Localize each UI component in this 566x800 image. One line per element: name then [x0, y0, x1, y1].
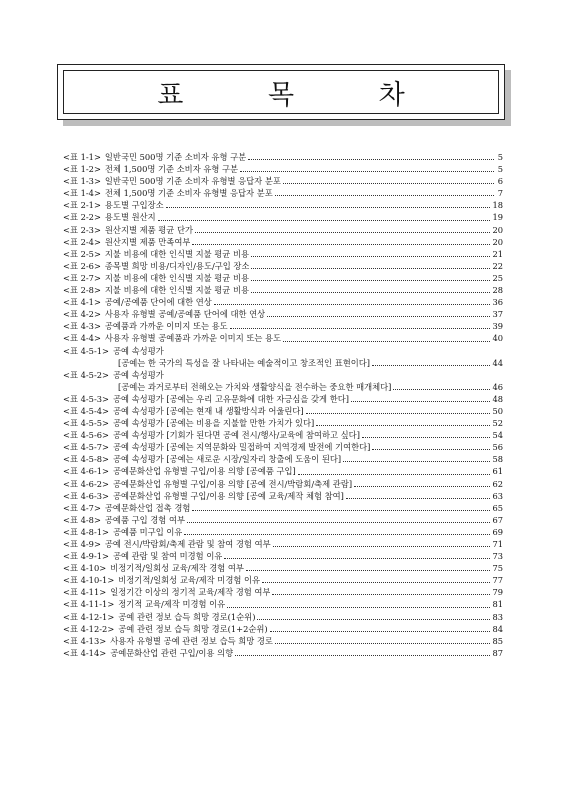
toc-entry-title: 전체 1,500명 기준 소비자 유형별 응답자 분포	[104, 188, 273, 199]
toc-entry-number: <표 4-12-2>	[63, 623, 115, 634]
toc-entry-page: 71	[492, 539, 503, 549]
dot-leader	[298, 474, 491, 475]
toc-entry-title: 공예문화산업 유형별 구입/이용 의향 [공예품 구입]	[113, 466, 296, 477]
toc-entry-title: 공예 전시/박람회/축제 관람 및 참여 경험 여부	[104, 539, 271, 549]
toc-entry-number: <표 4-5-6>	[63, 430, 109, 441]
toc-entry-title: 원산지별 제품 만족여부	[104, 236, 191, 247]
toc-entry[interactable]	[63, 199, 503, 211]
toc-entry-title: 공예 속성평가 [공예는 비용을 지불할 만한 가치가 있다]	[113, 418, 315, 429]
toc-entry-page: 19	[492, 212, 503, 223]
toc-entry-number: <표 4-9-1>	[63, 551, 109, 562]
toc-entry-title: 지불 비용에 대한 인식별 지불 평균 비용	[104, 248, 249, 259]
toc-entry-page: 39	[492, 321, 503, 332]
dot-leader	[316, 425, 490, 426]
toc-entry-title: 비정기적/일회성 교육/제작 경험 여부	[110, 563, 244, 574]
toc-entry-page: 48	[492, 393, 503, 404]
toc-entry-title: 공예품 미구입 이유	[113, 526, 183, 537]
toc-entry[interactable]	[63, 429, 503, 441]
toc-entry-number: <표 2-4>	[63, 236, 101, 247]
toc-entry[interactable]	[63, 260, 503, 272]
toc-entry-title: 공예문화산업 유형별 구입/이용 의향 [공예 교육/제작 체험 참여]	[113, 490, 344, 501]
toc-entry[interactable]	[63, 598, 503, 610]
dot-leader	[270, 631, 491, 632]
toc-entry-page: 69	[492, 526, 503, 537]
toc-entry-number: <표 2-5>	[63, 248, 101, 259]
toc-entry-page: 58	[492, 454, 503, 465]
dot-leader	[192, 510, 490, 511]
dot-leader	[283, 341, 490, 342]
toc-entry-number: <표 4-5-7>	[63, 442, 109, 453]
toc-entry-number: <표 1-4>	[63, 188, 101, 199]
toc-entry-page: 6	[497, 176, 503, 187]
toc-entry[interactable]	[63, 151, 503, 163]
dot-leader	[351, 401, 490, 402]
dot-leader	[262, 582, 490, 583]
title-inner-frame	[63, 70, 499, 114]
toc-entry-number: <표 4-6-1>	[63, 466, 109, 477]
toc-entry-number: <표 1-2>	[63, 164, 101, 175]
toc-entry-page: 44	[492, 357, 503, 368]
toc-entry[interactable]	[63, 187, 503, 199]
toc-entry-page: 61	[492, 466, 503, 477]
dot-leader	[372, 365, 490, 366]
dot-leader	[166, 207, 491, 208]
toc-entry[interactable]	[63, 465, 503, 477]
toc-entry-title: 원산지별 제품 평균 단가	[104, 224, 193, 235]
toc-entry-title: 공예문화산업 유형별 구입/이용 의향 [공예 전시/박람회/축제 관람]	[113, 478, 353, 489]
toc-entry-title: 공예 속성평가 [공예는 지역문화와 밀접하여 지역경제 발전에 기여한다]	[113, 442, 371, 453]
dot-leader	[184, 534, 490, 535]
toc-entry-page: 56	[492, 442, 503, 453]
page-title: 표 목 차	[157, 79, 443, 111]
toc-entry[interactable]	[63, 514, 503, 526]
toc-entry-title: 공예문화산업 접촉 경험	[104, 502, 191, 513]
dot-leader	[275, 195, 494, 196]
dot-leader	[230, 328, 491, 329]
toc-entry-title: 비정기적/일회성 교육/제작 미경험 이유	[118, 575, 261, 586]
toc-entry-title: 일반국민 500명 기준 소비자 유형 구분	[104, 152, 247, 162]
dot-leader	[272, 594, 490, 595]
toc-entry-title: 공예품 구입 경험 여부	[104, 514, 185, 525]
toc-entry[interactable]	[63, 296, 503, 308]
toc-entry-page: 20	[492, 224, 503, 235]
toc-entry-title: 전체 1,500명 기준 소비자 유형 구분	[104, 164, 239, 175]
toc-entry-page: 28	[492, 285, 503, 296]
dot-leader	[362, 437, 491, 438]
toc-entry-title: 공예 속성평가 [기회가 된다면 공예 전시/행사/교육에 참여하고 싶다]	[113, 430, 360, 441]
toc-entry-number: <표 4-14>	[63, 647, 107, 658]
toc-entry-number: <표 4-6-2>	[63, 478, 109, 489]
toc-entry-number: <표 4-11-1>	[63, 599, 115, 610]
toc-entry-page: 25	[492, 272, 503, 283]
toc-entry-page: 7	[497, 188, 503, 199]
toc-entry-title: 용도별 원산지	[104, 212, 156, 223]
toc-entry-page: 46	[492, 381, 503, 392]
toc-entry-page: 5	[497, 164, 503, 175]
dot-leader	[273, 546, 491, 547]
toc-entry-page: 83	[492, 611, 503, 622]
dot-leader	[214, 304, 491, 305]
toc-entry-number: <표 2-6>	[63, 260, 101, 271]
toc-entry[interactable]	[63, 332, 503, 344]
toc-entry-number: <표 2-2>	[63, 212, 101, 223]
dot-leader	[283, 183, 494, 184]
toc-entry-title: 공예품과 가까운 이미지 또는 용도	[104, 321, 228, 332]
toc-entry-page: 81	[492, 599, 503, 610]
dot-leader	[251, 256, 490, 257]
dot-leader	[267, 316, 490, 317]
toc-entry-title: [공예는 한 국가의 특성을 잘 나타내는 예술적이고 창조적인 표현이다]	[118, 357, 370, 368]
dot-leader	[251, 268, 490, 269]
toc-entry-page: 73	[492, 551, 503, 562]
toc-entry-title: 공예 관련 정보 습득 희망 경로(1+2순위)	[118, 623, 268, 634]
toc-entry-title: 공예 속성평가 [공예는 현재 내 생활방식과 어울린다]	[113, 405, 304, 416]
dot-leader	[354, 486, 490, 487]
toc-entry-number: <표 4-10-1>	[63, 575, 115, 586]
toc-entry-title: 공예 관련 정보 습득 희망 경로(1순위)	[118, 611, 256, 622]
toc-entry-number: <표 4-8-1>	[63, 526, 109, 537]
dot-leader	[195, 232, 490, 233]
toc-entry-number: <표 4-7>	[63, 502, 101, 513]
toc-entry-page: 54	[492, 430, 503, 441]
toc-entry-title: 공예/공예품 단어에 대한 연상	[104, 297, 212, 308]
table-of-contents	[63, 151, 503, 659]
toc-entry-number: <표 4-5-1>	[63, 345, 109, 356]
dot-leader	[251, 292, 490, 293]
title-box	[57, 64, 505, 120]
toc-entry[interactable]	[63, 490, 503, 502]
toc-entry-page: 20	[492, 236, 503, 247]
toc-entry-page: 50	[492, 405, 503, 416]
toc-entry[interactable]	[63, 236, 503, 248]
toc-entry[interactable]	[63, 574, 503, 586]
toc-entry-number: <표 2-7>	[63, 272, 101, 283]
toc-entry-number: <표 4-6-3>	[63, 490, 109, 501]
toc-entry[interactable]	[63, 224, 503, 236]
toc-entry-page: 22	[492, 260, 503, 271]
toc-entry-title: 지불 비용에 대한 인식별 지불 평균 비용	[104, 272, 249, 283]
toc-entry[interactable]	[63, 441, 503, 453]
toc-entry-title: [공예는 과거로부터 전해오는 가치와 생활양식을 전수하는 중요한 매개체다]	[118, 381, 392, 392]
toc-entry[interactable]	[63, 175, 503, 187]
dot-leader	[227, 607, 490, 608]
toc-entry-page: 37	[492, 309, 503, 320]
toc-entry[interactable]	[63, 562, 503, 574]
toc-entry-page: 52	[492, 418, 503, 429]
toc-entry[interactable]	[63, 405, 503, 417]
dot-leader	[192, 244, 490, 245]
toc-entry[interactable]	[63, 635, 503, 647]
toc-entry-title: 지불 비용에 대한 인식별 지불 평균 비용	[104, 285, 249, 296]
toc-entry-title: 용도별 구입장소	[104, 200, 164, 211]
dot-leader	[235, 655, 490, 656]
toc-entry-number: <표 4-8>	[63, 514, 101, 525]
toc-entry-number: <표 4-5-4>	[63, 405, 109, 416]
toc-entry-title: 사용자 유형별 공예품과 가까운 이미지 또는 용도	[104, 333, 282, 344]
toc-entry-title: 사용자 유형별 공예 관련 정보 습득 희망 경로	[110, 635, 273, 646]
toc-entry-page: 40	[492, 333, 503, 344]
dot-leader	[158, 220, 491, 221]
toc-entry[interactable]	[63, 623, 503, 635]
toc-entry-title: 공예 관람 및 참여 미경험 이유	[113, 551, 223, 562]
toc-entry-number: <표 2-8>	[63, 285, 101, 296]
toc-entry[interactable]	[63, 526, 503, 538]
toc-entry-title: 공예 속성평가 [공예는 우리 고유문화에 대한 자긍심을 갖게 한다]	[113, 393, 349, 404]
toc-entry-number: <표 4-2>	[63, 309, 101, 320]
toc-entry[interactable]	[63, 586, 503, 598]
toc-entry-title: 공예문화산업 관련 구입/이용 의향	[110, 647, 234, 658]
toc-entry-page: 67	[492, 514, 503, 525]
dot-leader	[187, 522, 490, 523]
toc-entry-title: 종목별 희망 비용/디자인/용도/구입 장소	[104, 260, 250, 271]
toc-entry-page: 79	[492, 587, 503, 598]
toc-entry[interactable]	[63, 393, 503, 405]
title-frame	[57, 64, 505, 120]
toc-entry[interactable]	[63, 550, 503, 562]
toc-entry-title: 사용자 유형별 공예/공예품 단어에 대한 연상	[104, 309, 266, 320]
toc-entry[interactable]	[63, 453, 503, 465]
toc-entry-title: 공예 속성평가	[113, 369, 164, 380]
dot-leader	[346, 498, 491, 499]
toc-entry-page: 5	[497, 152, 503, 162]
toc-entry-number: <표 1-1>	[63, 152, 101, 162]
toc-entry-page: 84	[492, 623, 503, 634]
toc-entry[interactable]	[63, 357, 503, 369]
toc-entry-number: <표 4-13>	[63, 635, 107, 646]
toc-entry-page: 21	[492, 248, 503, 259]
toc-entry-page: 65	[492, 502, 503, 513]
dot-leader	[248, 159, 494, 160]
toc-entry-page: 77	[492, 575, 503, 586]
dot-leader	[393, 389, 490, 390]
toc-entry[interactable]	[63, 284, 503, 296]
toc-entry-number: <표 4-1>	[63, 297, 101, 308]
dot-leader	[372, 449, 490, 450]
toc-entry-number: <표 2-3>	[63, 224, 101, 235]
toc-entry[interactable]	[63, 478, 503, 490]
toc-entry-page: 85	[492, 635, 503, 646]
toc-entry[interactable]	[63, 647, 503, 659]
toc-entry-number: <표 4-9>	[63, 539, 101, 549]
toc-entry-title: 공예 속성평가	[113, 345, 164, 356]
toc-entry-number: <표 4-4>	[63, 333, 101, 344]
toc-entry-number: <표 4-12-1>	[63, 611, 115, 622]
toc-entry-page: 87	[492, 647, 503, 658]
dot-leader	[240, 171, 494, 172]
toc-entry[interactable]	[63, 538, 503, 550]
toc-entry-title: 공예 속성평가 [공예는 새로운 시장/일자리 창출에 도움이 된다]	[113, 454, 342, 465]
toc-entry[interactable]	[63, 308, 503, 320]
toc-entry-page: 18	[492, 200, 503, 211]
toc-entry[interactable]	[63, 248, 503, 260]
toc-entry-number: <표 4-5-8>	[63, 454, 109, 465]
dot-leader	[306, 413, 491, 414]
toc-entry[interactable]	[63, 345, 503, 357]
toc-entry[interactable]	[63, 320, 503, 332]
toc-entry-number: <표 4-5-5>	[63, 418, 109, 429]
toc-entry[interactable]	[63, 272, 503, 284]
toc-entry[interactable]	[63, 381, 503, 393]
toc-entry-title: 일정기간 이상의 정기적 교육/제작 경험 여부	[110, 587, 271, 598]
toc-entry-title: 정기적 교육/제작 미경험 이유	[118, 599, 226, 610]
toc-entry-number: <표 4-10>	[63, 563, 107, 574]
dot-leader	[343, 461, 490, 462]
toc-entry-number: <표 4-11>	[63, 587, 107, 598]
toc-entry[interactable]	[63, 502, 503, 514]
toc-entry[interactable]	[63, 369, 503, 381]
toc-entry-number: <표 1-3>	[63, 176, 101, 187]
toc-entry-number: <표 2-1>	[63, 200, 101, 211]
toc-entry-number: <표 4-3>	[63, 321, 101, 332]
toc-entry[interactable]	[63, 417, 503, 429]
toc-entry[interactable]	[63, 611, 503, 623]
dot-leader	[246, 570, 491, 571]
dot-leader	[275, 643, 491, 644]
toc-entry-number: <표 4-5-3>	[63, 393, 109, 404]
toc-entry-number: <표 4-5-2>	[63, 369, 109, 380]
toc-entry[interactable]	[63, 211, 503, 223]
toc-entry-page: 36	[492, 297, 503, 308]
dot-leader	[257, 619, 490, 620]
dot-leader	[224, 558, 490, 559]
toc-entry-title: 일반국민 500명 기준 소비자 유형별 응답자 분포	[104, 176, 281, 187]
dot-leader	[251, 280, 490, 281]
toc-entry-page: 75	[492, 563, 503, 574]
toc-entry-page: 62	[492, 478, 503, 489]
toc-entry[interactable]	[63, 163, 503, 175]
toc-entry-page: 63	[492, 490, 503, 501]
